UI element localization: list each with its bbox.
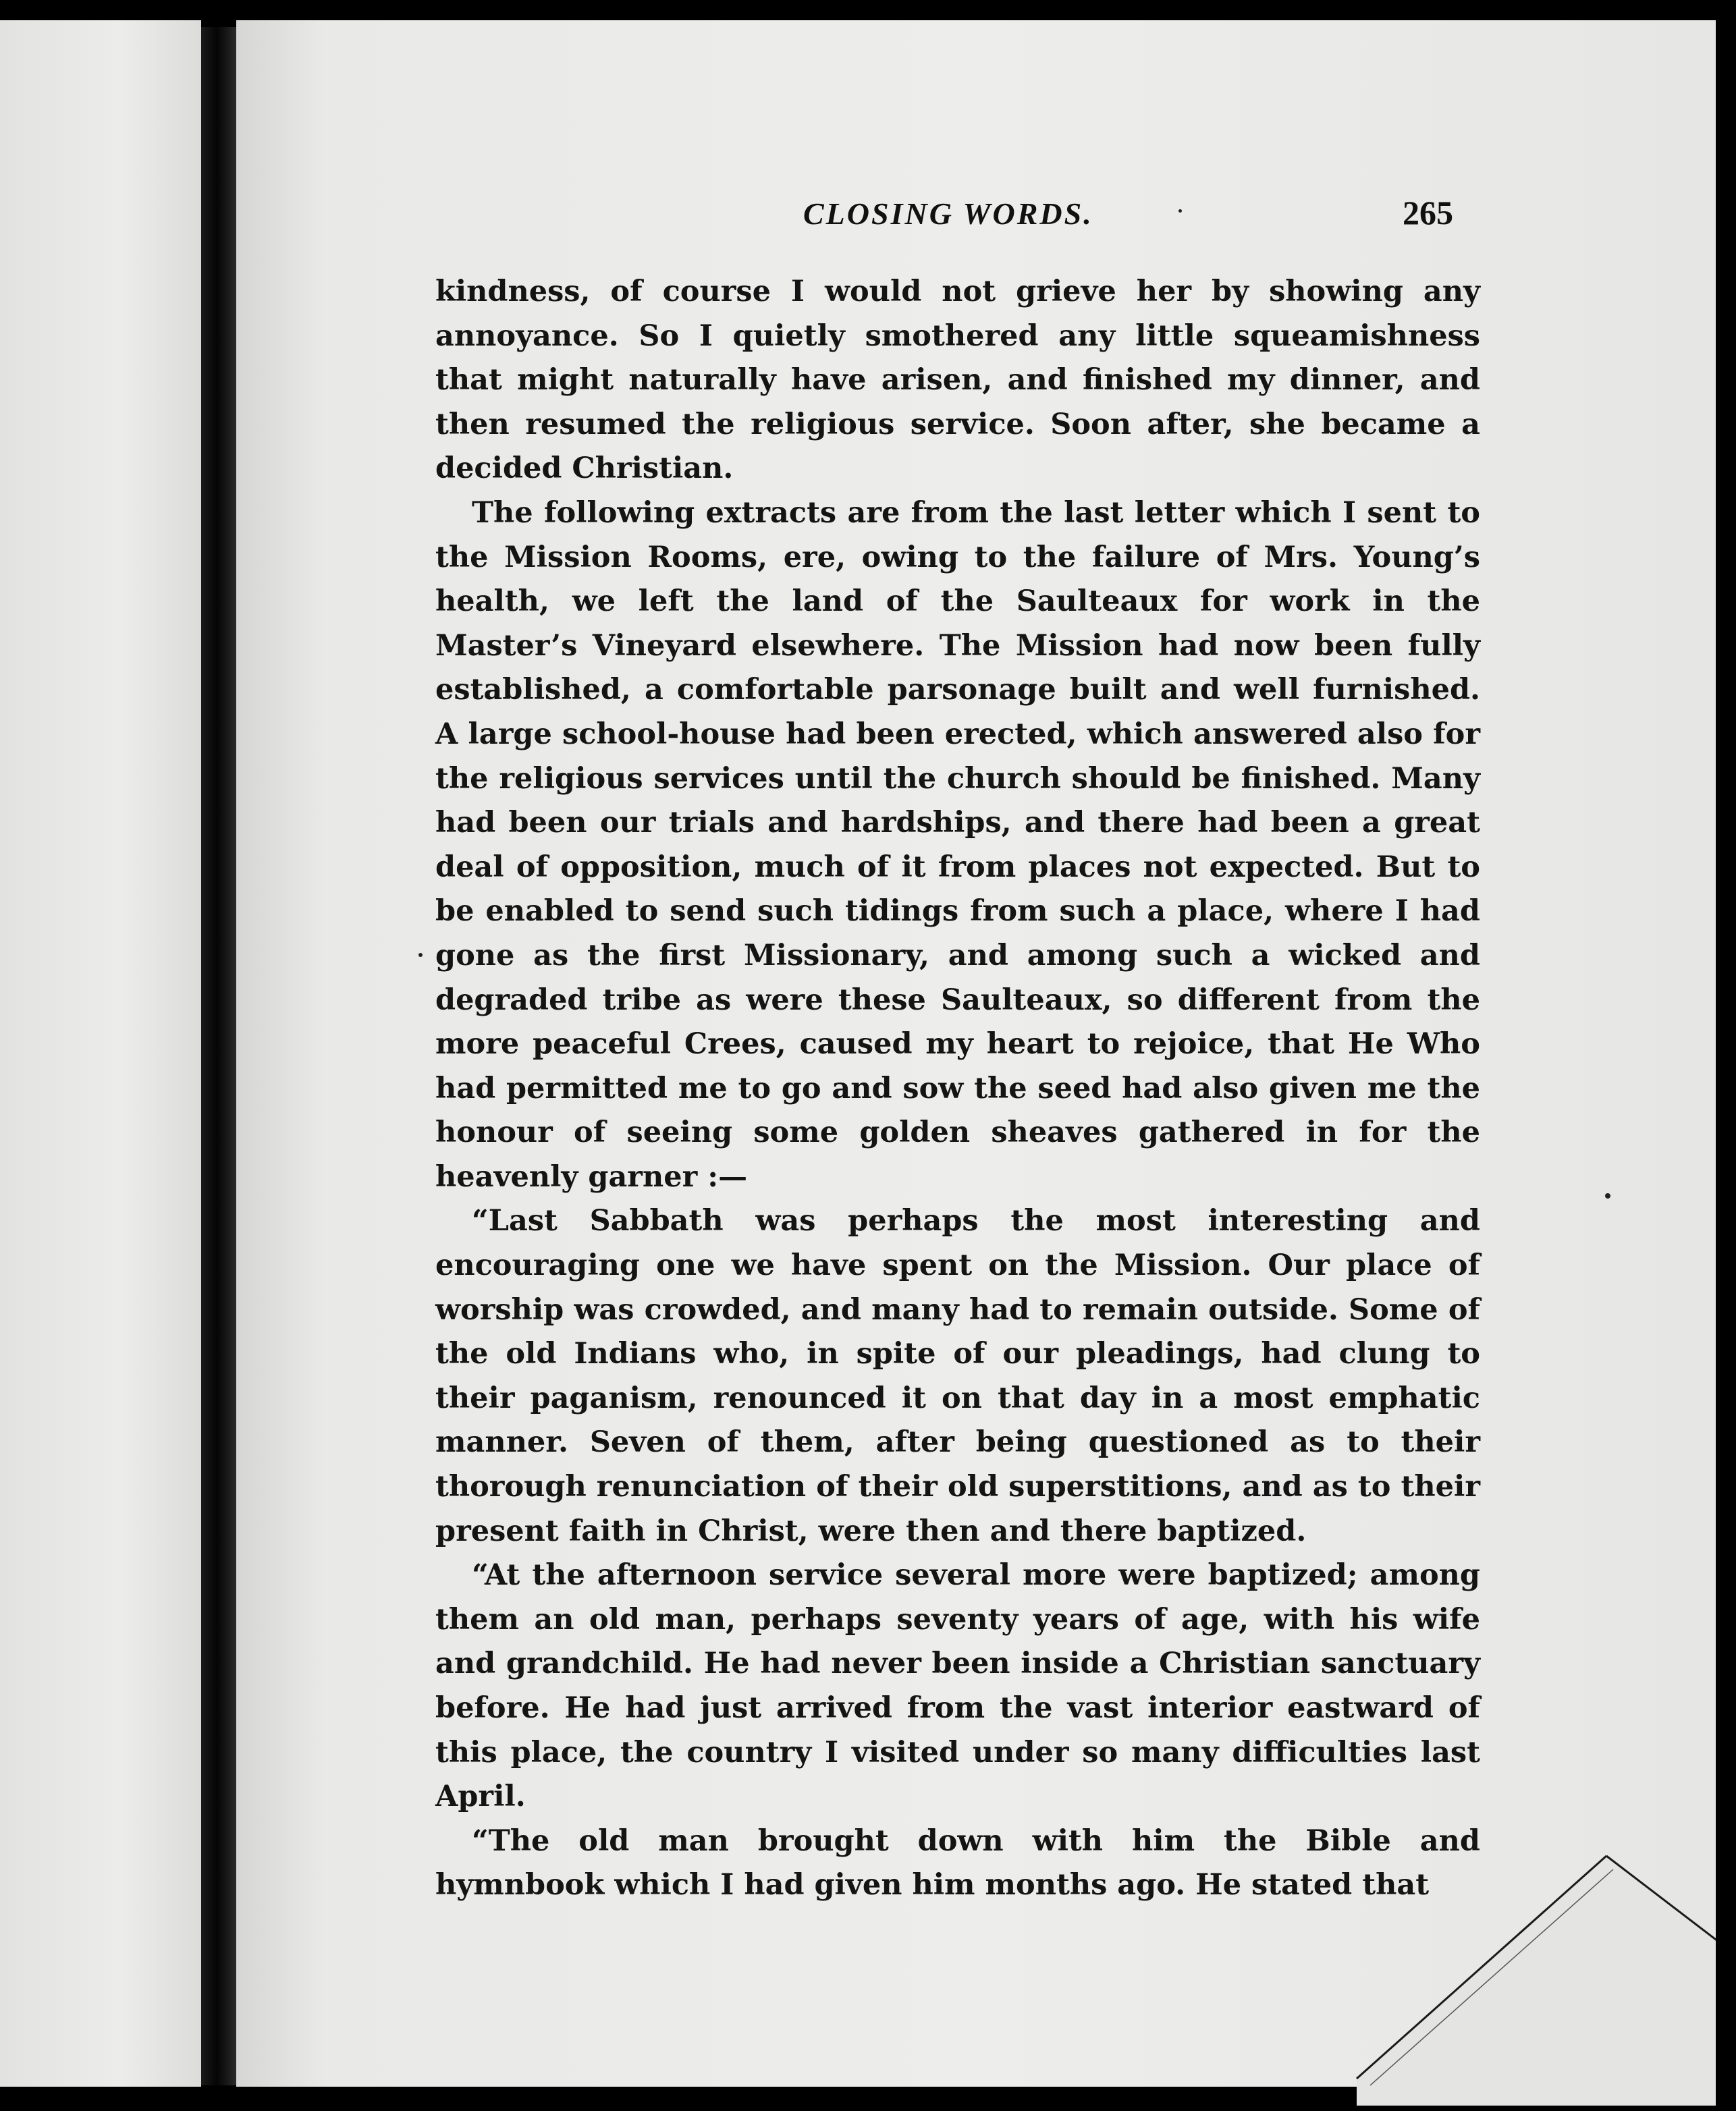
running-header: CLOSING WORDS. [803, 196, 1093, 231]
folded-page-corner [1350, 1809, 1728, 2106]
dust-speck [1178, 209, 1182, 213]
paragraph: “At the afternoon service several more were baptized; among them an old man, perhaps seventy years of age, with his wife and grandchild. He had never been inside a Christian sanctuary before. He had just arrived from the vast interior eastward of this place, the country I visited under so many difficulties last April. [435, 1558, 1480, 1814]
paragraph: “Last Sabbath was perhaps the most interesting and encouraging one we have spent on the Mission. Our place of worship was crowded, and many had to remain outside. Some of the old Indians who, in spite of our pleadings, had clung to their paganism, renounced it on that day in a most emphatic manner. Seven of them, after being questioned as to their thorough renunciation of their old superstitions, and as to their present faith in Christ, were then and there baptized. [435, 1204, 1480, 1548]
scan-border [1716, 0, 1736, 2111]
page-body-text [435, 270, 1480, 1908]
book-gutter [201, 27, 236, 2085]
left-page-edge [0, 20, 201, 2087]
dust-speck [418, 953, 423, 957]
paragraph: The following extracts are from the last letter which I sent to the Mission Rooms, ere, owing to the failure of Mrs. Young’s health, we left the land of the Saulteaux for work in the Master’s Vineyard elsewhere. The Mission had now been fully established, a comfortable parsonage built and well furnished. A large school-house had been erected, which answered also for the religious services until the church should be finished. Many had been our trials and hardships, and there had been a great deal of opposition, much of it from places not expected. But to be enabled to send such tidings from such a place, where I had gone as the first Missionary, and among such a wicked and degraded tribe as were these Saulteaux, so different from the more peaceful Crees, caused my heart to rejoice, that He Who had permitted me to go and sow the seed had also given me the honour of seeing some golden sheaves gathered in for the heavenly garner :— [435, 495, 1480, 1194]
paragraph: “The old man brought down with him the Bible and hymnbook which I had given him months ago. He stated that [435, 1824, 1480, 1902]
page-number: 265 [1403, 194, 1453, 231]
dust-speck [1605, 1193, 1610, 1199]
paragraph: kindness, of course I would not grieve her by showing any annoyance. So I quietly smothered any little squeamishness that might naturally have arisen, and finished my dinner, and then resumed the religious service. Soon after, she became a decided Christian. [435, 275, 1480, 486]
